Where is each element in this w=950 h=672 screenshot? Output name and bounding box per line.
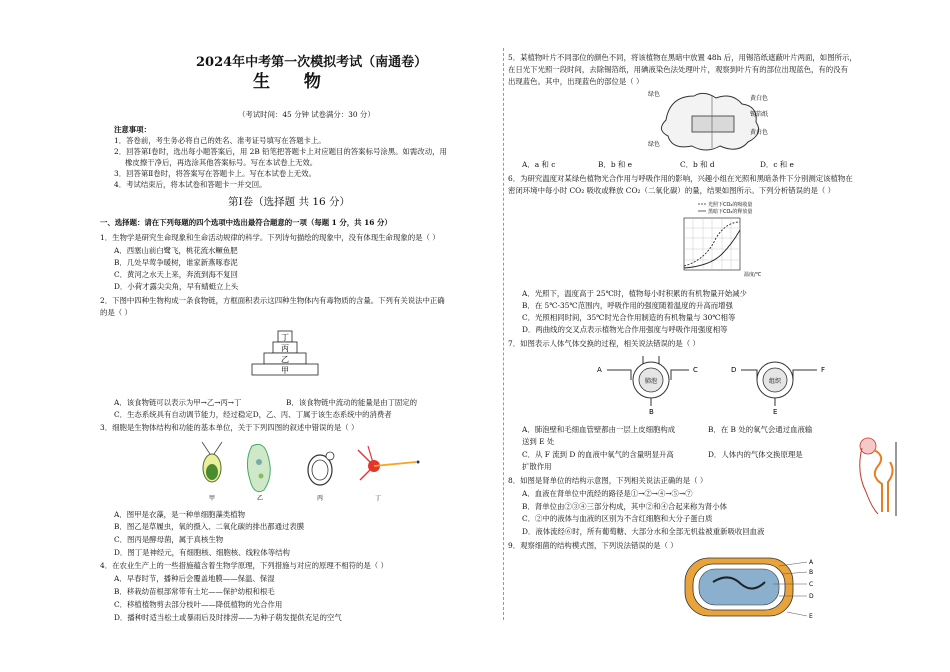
q3-option-b: B．图乙是草履虫，氧的摄入、二氧化碳的排出都通过表膜	[114, 522, 305, 531]
note-item: 橡皮擦干净后，再选涂其他答案标号。写在本试卷上无效。	[125, 158, 318, 167]
q6-stem: 密闭环境中每小时 CO₂ 吸收或释放 CO₂（二氧化碳）的量，结果如图所示。下列分析错误的是（ ）	[508, 186, 835, 195]
q2-stem: 的是（ ）	[100, 308, 132, 317]
q3-option-c: C．图丙是酵母菌，属于真核生物	[114, 535, 224, 544]
q2-option-b: B．该食物链中流动的能量是由丁固定的	[286, 398, 418, 407]
q2-stem: 2．下图中四种生物构成一条食物链，方框面积表示这四种生物体内有毒物质的含量。下列有关说法中正确	[100, 296, 445, 305]
leaf-label: 黄白色	[750, 95, 769, 102]
q6-option-d: D．两曲线的交叉点表示植物光合作用强度与呼吸作用强度相等	[522, 325, 728, 334]
q8-option-a: A．血液在肾单位中流经的路径是①→②→④→⑤→⑦	[522, 489, 693, 498]
leaf-label: 绿色	[648, 141, 661, 148]
exam-info: （考试时间：45 分钟 试卷满分：30 分）	[238, 110, 375, 119]
q6-option-b: B．在 5℃-35℃范围内，呼吸作用的强度随着温度的升高而增强	[522, 301, 733, 310]
section-instruction: 一、选择题：请在下列每题的四个选项中选出最符合题意的一项（每题 1 分，共 16 分）	[100, 218, 392, 227]
legend-label: 黑暗下CO₂的释放量	[708, 209, 753, 215]
bacteria-label: D	[809, 593, 814, 600]
q1-stem: 1．生物学是研究生命现象和生命活动规律的科学。下列诗句描绘的现象中，没有体现生命现象的是（ ）	[100, 233, 440, 242]
bacteria-label: A	[809, 559, 814, 566]
q8-stem: 8．如图是肾单位的结构示意图，下列相关说法正确的是（ ）	[508, 476, 708, 485]
gas-label: C	[693, 366, 698, 374]
q2-pyramid-figure	[250, 330, 320, 376]
q7-option-b-cont: 送到 E 处	[522, 437, 555, 446]
q3-option-a: A．图甲是衣藻，是一种单细胞藻类植物	[114, 510, 245, 519]
gas-label: E	[773, 408, 778, 416]
cell-label: 丁	[374, 495, 382, 502]
q1-option-b: B．几处早莺争暖树，谁家新燕啄春泥	[114, 258, 238, 267]
notes-heading: 注意事项：	[114, 125, 151, 134]
q7-option-d-cont: 扩散作用	[522, 462, 552, 471]
gas-label: B	[649, 408, 654, 416]
bacteria-label: B	[809, 569, 814, 576]
note-item: 2．回答第Ⅰ卷时，选出每小题答案后，用 2B 铅笔把答题卡上对应题目的答案标号涂黑。如需改动，用	[114, 147, 447, 156]
q5-option-b: B．b 和 e	[598, 160, 633, 169]
column-divider	[503, 48, 504, 620]
q7-option-d: D．人体内的气体交换原理是	[708, 450, 803, 459]
q8-option-c: C．②中的液体与血液的区别为不含红细胞和大分子蛋白质	[522, 514, 713, 523]
q4-option-a: A．早春时节，播种后会覆盖地膜——保温、保湿	[114, 574, 275, 583]
q5-option-a: A．a 和 c	[522, 160, 556, 169]
q9-bacteria-figure	[683, 552, 823, 620]
exam-title: 2024年中考第一次模拟考试（南通卷）	[196, 55, 428, 70]
gas-label: F	[821, 366, 826, 374]
q8-option-d: D．液体流经⑥时，所有葡萄糖、大部分水和全部无机盐被重新吸收回血液	[522, 527, 765, 536]
part1-title: 第Ⅰ卷（选择题 共 16 分）	[228, 196, 351, 208]
foil-rect	[692, 116, 734, 132]
q5-option-d: D．c 和 e	[760, 160, 794, 169]
q7-option-a: A．肺泡壁和毛细血管壁都由一层上皮细胞构成	[522, 425, 676, 434]
q1-option-a: A．西塞山前白鹭飞，桃花流水鳜鱼肥	[114, 246, 238, 255]
q5-stem: 出现蓝色。其中，出现蓝色的部位是（ ）	[508, 77, 644, 86]
leaf-label: 锡箔纸	[750, 111, 769, 118]
paramecium-cell	[247, 444, 270, 491]
pyramid-label: 丁	[281, 333, 289, 342]
note-item: 4．考试结束后，将本试卷和答题卡一并交回。	[114, 180, 267, 189]
gas-label: D	[731, 366, 737, 374]
q4-option-d: D．播种时适当松土或暴雨后及时排涝——为种子萌发提供充足的空气	[114, 613, 342, 622]
q6-option-c: C．光照相同时间，35℃时光合作用制造的有机物量与 30℃相等	[522, 313, 736, 322]
q8-option-b: B．肾单位由②③④三部分构成，其中②和④合起来称为肾小体	[522, 502, 727, 511]
q7-option-b: B．在 B 处的氧气会通过血液输	[708, 425, 813, 434]
gas-label: 组织	[768, 378, 782, 385]
pyramid-label: 乙	[281, 355, 289, 364]
note-item: 1．答卷前，考生务必将自己的姓名、准考证号填写在答题卡上。	[114, 136, 326, 145]
q6-chart	[666, 200, 776, 282]
gas-label: A	[597, 366, 602, 374]
q7-stem: 7．如图表示人体气体交换的过程，相关说法错误的是（ ）	[508, 339, 700, 348]
q7-gas-exchange-figure	[593, 350, 833, 416]
cell-label: 甲	[208, 495, 216, 502]
q5-stem: 在日光下光照一段时间，去除锡箔纸，用碘液染色法处理叶片，观察到叶片有的部位出现蓝色，有的没有	[508, 65, 848, 74]
note-item: 3．回答第Ⅱ卷时，将答案写在答题卡上。写在本试卷上无效。	[114, 169, 316, 178]
leaf-label: 绿色	[648, 91, 661, 98]
q6-option-a: A．光照下，温度高于 25℃时，植物每小时积累的有机物量开始减少	[522, 289, 747, 298]
gas-label: 肺泡	[644, 378, 658, 385]
q3-stem: 3．细胞是生物体结构和功能的基本单位，关于下列四图的叙述中错误的是（ ）	[100, 423, 359, 432]
q1-option-c: C．黄河之水天上来，奔流到海不复回	[114, 270, 238, 279]
q5-leaf-figure	[646, 88, 776, 154]
q4-stem: 4．在农业生产上的一些措施蕴含着生物学原理，下列措施与对应的原理不相符的是（ ）	[100, 561, 388, 570]
q5-option-c: C．b 和 d	[680, 160, 715, 169]
q1-option-d: D．小荷才露尖尖角，早有蜻蜓立上头	[114, 282, 239, 291]
legend-label: 光照下CO₂的吸收量	[708, 202, 753, 208]
q2-option-a: A．该食物链可以表示为甲→乙→丙→丁	[114, 398, 242, 407]
cell-label: 乙	[256, 495, 264, 502]
x-axis-label: 温度/℃	[744, 272, 762, 278]
cell-label: 丙	[316, 495, 324, 502]
pyramid-label: 甲	[281, 366, 289, 375]
q5-stem: 5．某植物叶片不同部位的颜色不同，将该植物在黑暗中放置 48h 后，用锡箔纸遮蔽叶片两面，如图所示，	[508, 53, 857, 62]
q8-nephron-figure	[852, 432, 902, 518]
q3-option-d: D．图丁是神经元，有细胞核、细胞核、线粒体等结构	[114, 548, 290, 557]
bacteria-label: E	[809, 613, 813, 620]
bacteria-label: C	[809, 581, 814, 588]
q9-stem: 9．观察细菌的结构模式图，下列说法错误的是（ ）	[508, 541, 678, 550]
leaf-label: 黄白色	[750, 129, 769, 136]
neuron-cell	[358, 446, 420, 480]
yeast-cell	[308, 452, 334, 485]
q4-option-b: B．移栽幼苗根部常带有土坨——保护幼根和根毛	[114, 587, 275, 596]
q4-option-c: C．移植植物剪去部分枝叶——降低植物的光合作用	[114, 600, 283, 609]
pyramid-label: 丙	[281, 344, 289, 353]
subject-title: 生 物	[253, 72, 335, 92]
chlamydomonas-cell	[202, 442, 222, 482]
q3-cells-figure	[190, 436, 420, 502]
q7-option-c: C．从 F 流到 D 的血液中氧气的含量明显升高	[522, 450, 674, 459]
q2-option-c: C．生态系统具有自动调节能力，经过稳定D，乙、丙、丁属于该生态系统中的消费者	[114, 410, 392, 419]
q6-stem: 6．为研究温度对某绿色植物光合作用与呼吸作用的影响，兴趣小组在光照和黑暗条件下分别测定该植物在	[508, 174, 853, 183]
